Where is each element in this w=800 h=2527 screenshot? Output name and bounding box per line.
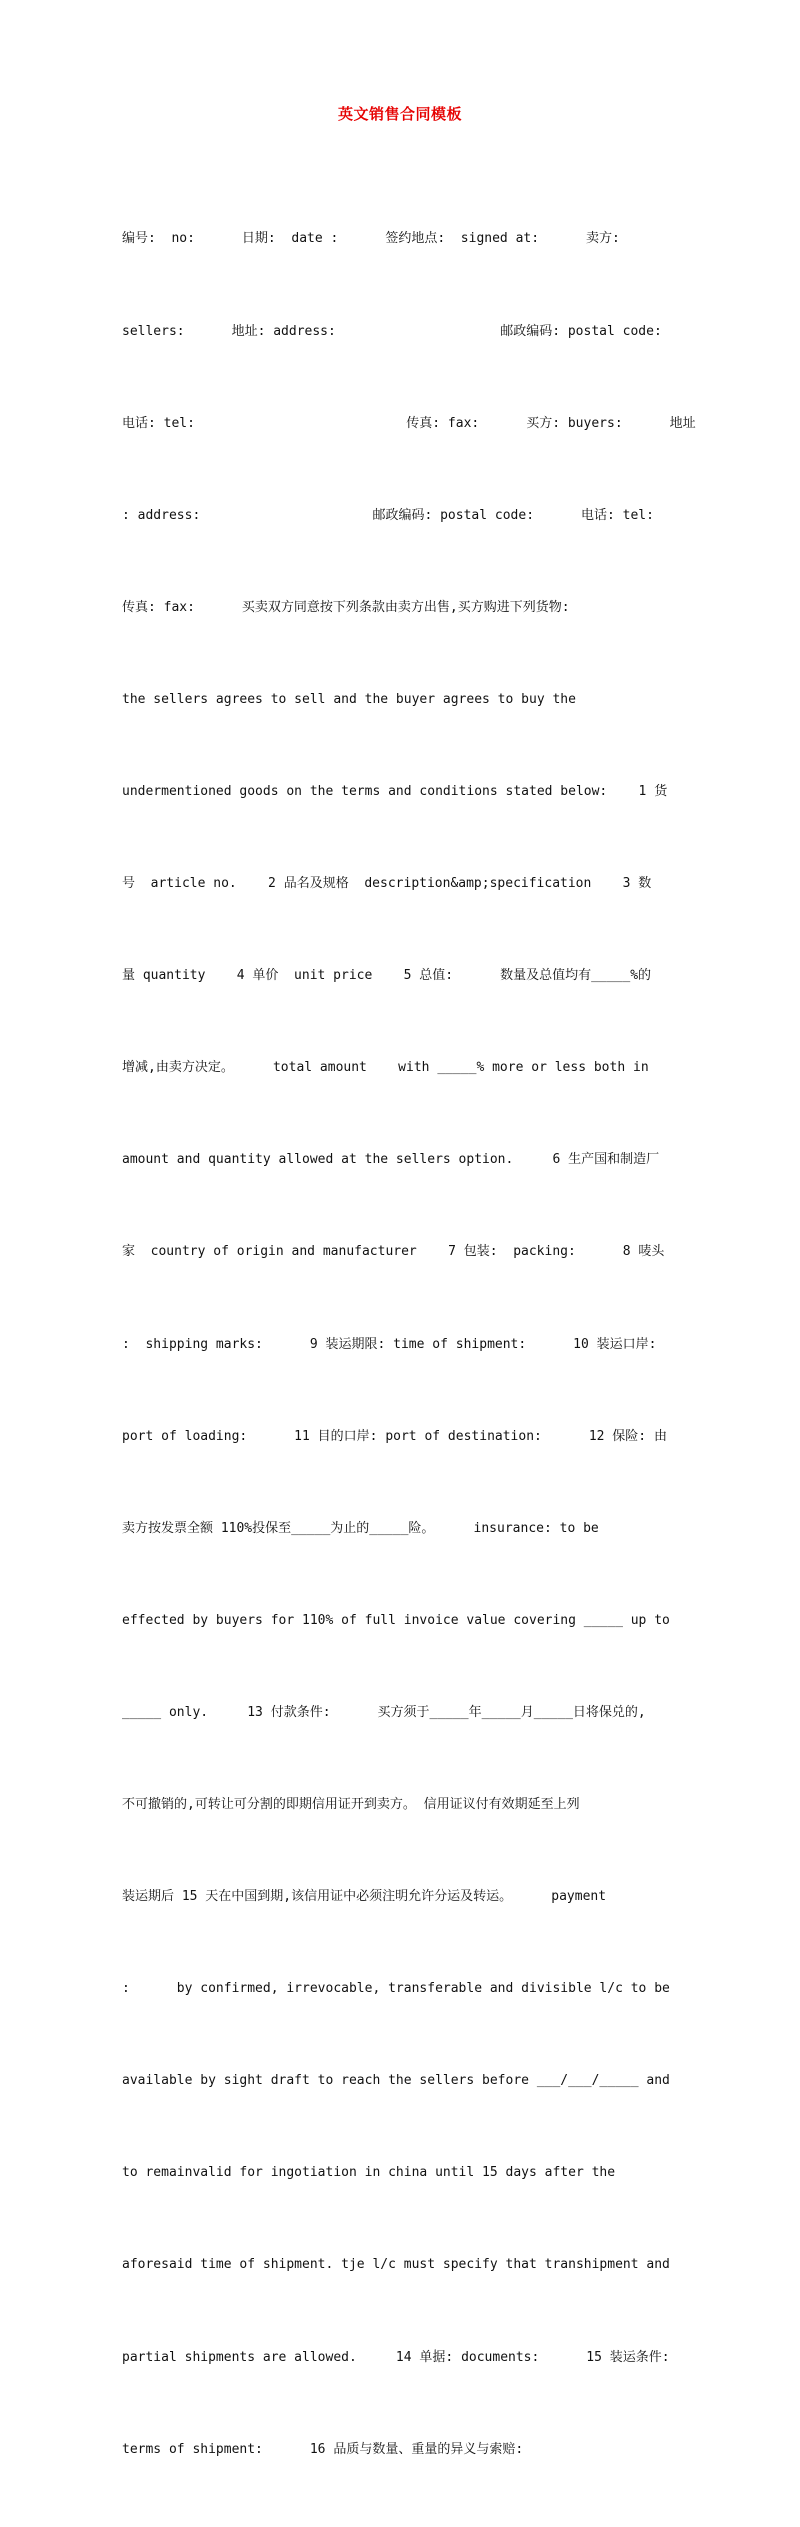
contract-line: 装运期后 15 天在中国到期,该信用证中必须注明允许分运及转运。 payment [122, 1889, 607, 1905]
contract-line: amount and quantity allowed at the sellers option. 6 生产国和制造厂 [122, 1152, 660, 1168]
contract-line: undermentioned goods on the terms and conditions stated below: 1 货 [122, 783, 668, 799]
contract-line: 家 country of origin and manufacturer 7 包装: packing: 8 唛头 [122, 1244, 665, 1260]
contract-line: aforesaid time of shipment. tje l/c must specify that transhipment and [122, 2257, 670, 2273]
contract-line: 电话: tel: 传真: fax: 买方: buyers: 地址 [122, 415, 696, 431]
contract-line: : shipping marks: 9 装运期限: time of shipment: 10 装运口岸: [122, 1336, 657, 1352]
contract-line: available by sight draft to reach the sellers before ___/___/_____ and [122, 2073, 670, 2089]
contract-line: 量 quantity 4 单价 unit price 5 总值: 数量及总值均有_____%的 [122, 968, 652, 984]
contract-line: partial shipments are allowed. 14 单据: documents: 15 装运条件: [122, 2349, 670, 2365]
contract-line: 增减,由卖方决定。 total amount with _____% more or less both in [122, 1060, 649, 1076]
contract-line: port of loading: 11 目的口岸: port of destination: 12 保险: 由 [122, 1428, 667, 1444]
contract-body [122, 163, 696, 2527]
contract-line: to remainvalid for ingotiation in china until 15 days after the [122, 2165, 616, 2181]
contract-line: 号 article no. 2 品名及规格 description&amp;specification 3 数 [122, 876, 652, 892]
contract-line: terms of shipment: 16 品质与数量、重量的异义与索赔: [122, 2441, 524, 2457]
contract-line: : address: 邮政编码: postal code: 电话: tel: [122, 507, 654, 523]
contract-line: 传真: fax: 买卖双方同意按下列条款由卖方出售,买方购进下列货物: [122, 599, 570, 615]
contract-line: the sellers agrees to sell and the buyer agrees to buy the [122, 691, 576, 707]
contract-line: _____ only. 13 付款条件: 买方须于_____年_____月_____日将保兑的, [122, 1704, 646, 1720]
contract-line: effected by buyers for 110% of full invoice value covering _____ up to [122, 1612, 670, 1628]
contract-line: sellers: 地址: address: 邮政编码: postal code: [122, 323, 662, 339]
contract-line: 卖方按发票全额 110%投保至_____为止的_____险。 insurance: to be [122, 1520, 599, 1536]
document-title: 英文销售合同模板 [337, 105, 462, 123]
contract-line: 编号: no: 日期: date : 签约地点: signed at: 卖方: [122, 231, 620, 247]
contract-line: : by confirmed, irrevocable, transferable and divisible l/c to be [122, 1981, 670, 1997]
contract-line: 不可撤销的,可转让可分割的即期信用证开到卖方。 信用证议付有效期延至上列 [122, 1797, 580, 1812]
